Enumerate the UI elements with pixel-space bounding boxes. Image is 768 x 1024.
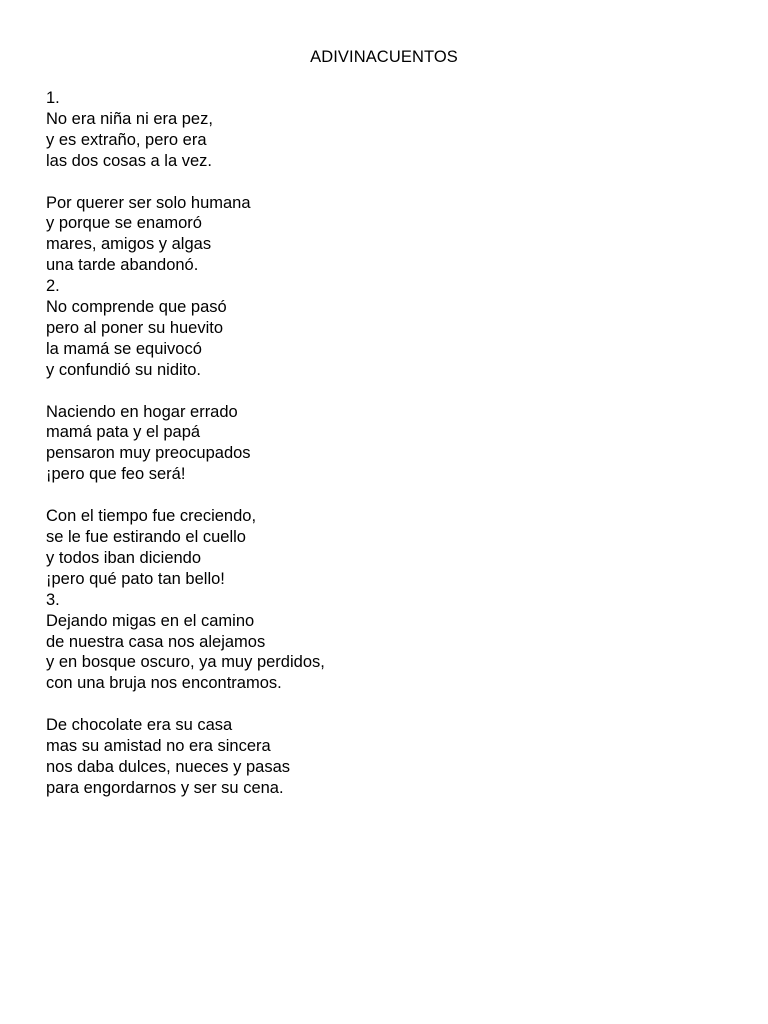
stanza xyxy=(46,193,726,277)
poem-line: y confundió su nidito. xyxy=(46,360,202,379)
poem-content xyxy=(46,88,726,799)
poem-line: Por querer ser solo humana xyxy=(46,193,251,212)
poem-line: Dejando migas en el camino xyxy=(46,611,255,630)
stanza xyxy=(46,402,726,486)
poem-line: y es extraño, pero era xyxy=(46,130,207,149)
section-number: 2. xyxy=(46,277,60,296)
poem-line: nos daba dulces, nueces y pasas xyxy=(46,757,290,776)
riddle-section-2 xyxy=(46,276,726,590)
poem-line: y porque se enamoró xyxy=(46,214,202,233)
stanza xyxy=(46,715,726,799)
document-title: ADIVINACUENTOS xyxy=(310,48,458,66)
poem-line: mares, amigos y algas xyxy=(46,235,212,254)
poem-line: y en bosque oscuro, ya muy perdidos, xyxy=(46,653,325,672)
stanza xyxy=(46,88,726,172)
section-number: 1. xyxy=(46,89,60,107)
poem-line: pero al poner su huevito xyxy=(46,318,224,337)
poem-line: pensaron muy preocupados xyxy=(46,444,251,463)
poem-line: para engordarnos y ser su cena. xyxy=(46,778,284,797)
poem-line: con una bruja nos encontramos. xyxy=(46,674,282,693)
poem-line: y todos iban diciendo xyxy=(46,548,202,567)
poem-line: de nuestra casa nos alejamos xyxy=(46,632,266,651)
poem-line: Con el tiempo fue creciendo, xyxy=(46,507,257,526)
riddle-section-3 xyxy=(46,590,726,799)
poem-line: Naciendo en hogar errado xyxy=(46,402,238,421)
poem-line: mas su amistad no era sincera xyxy=(46,737,271,756)
section-number: 3. xyxy=(46,590,60,609)
poem-line: ¡pero qué pato tan bello! xyxy=(46,569,225,588)
poem-line: se le fue estirando el cuello xyxy=(46,527,246,546)
stanza xyxy=(46,590,726,695)
riddle-section-1 xyxy=(46,88,726,276)
poem-line: No era niña ni era pez, xyxy=(46,109,213,128)
poem-line: ¡pero que feo será! xyxy=(46,465,186,484)
poem-line: una tarde abandonó. xyxy=(46,256,199,275)
poem-line: De chocolate era su casa xyxy=(46,716,233,735)
poem-line: la mamá se equivocó xyxy=(46,339,202,358)
poem-line: mamá pata y el papá xyxy=(46,423,201,442)
stanza xyxy=(46,506,726,590)
poem-line: No comprende que pasó xyxy=(46,298,227,317)
stanza xyxy=(46,276,726,381)
poem-line: las dos cosas a la vez. xyxy=(46,151,212,170)
